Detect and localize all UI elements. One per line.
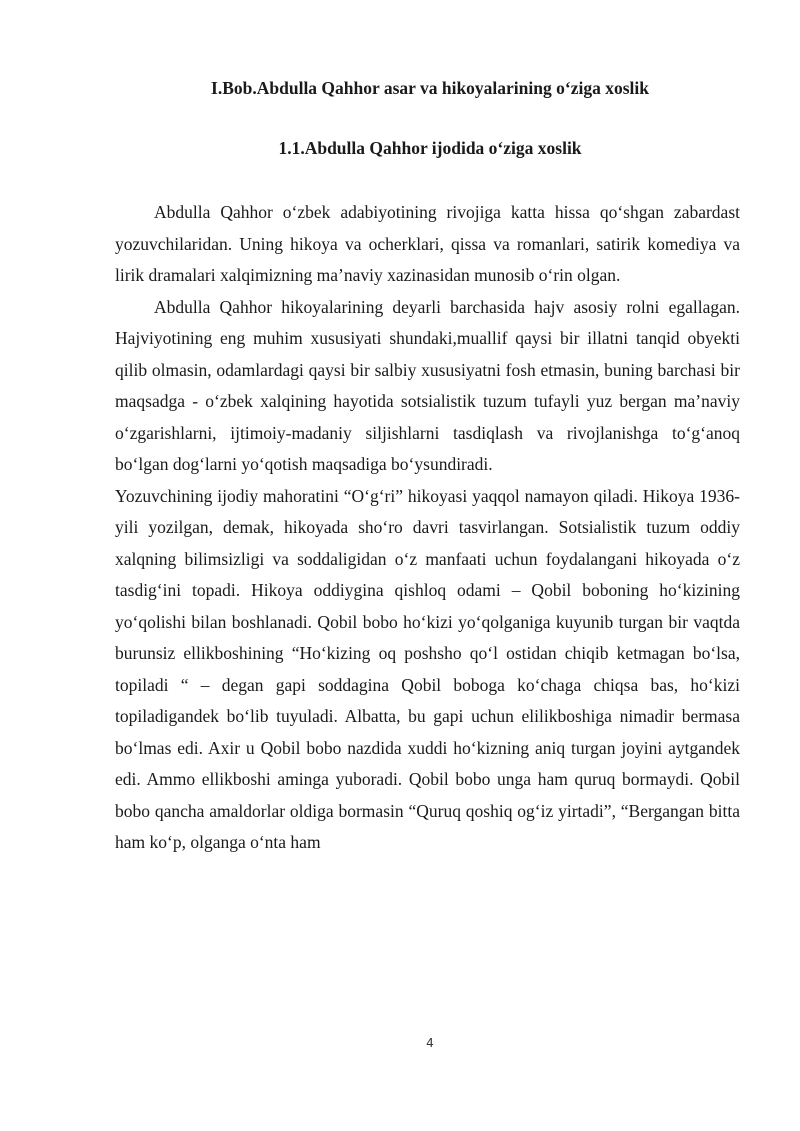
paragraph: Abdulla Qahhor o‘zbek adabiyotining rivojiga katta hissa qo‘shgan zabardast yozuvchilaridan. Uning hikoya va ocherklari, qissa va romanlari, satirik komediya va lirik dramalari xalqimizning ma’naviy xazinasidan munosib o‘rin olgan. bbox=[115, 202, 740, 285]
body-text bbox=[115, 197, 740, 859]
paragraph: Abdulla Qahhor hikoyalarining deyarli barchasida hajv asosiy rolni egallagan. Hajviyotining eng muhim xususiyati shundaki,muallif qaysi bir illatni tanqid obyekti qilib olmasin, odamlardagi qaysi bir salbiy xususiyatni fosh etmasin, buning barchasi bir maqsadga - o‘zbek xalqining hayotida sotsialistik tuzum tufayli yuz bergan ma’naviy o‘zgarishlarni, ijtimoiy-madaniy siljishlarni tasdiqlash va rivojlanishga to‘g‘anoq bo‘lgan dog‘larni yo‘qotish maqsadiga bo‘ysundiradi. bbox=[115, 296, 740, 474]
section-title: 1.1.Abdulla Qahhor ijodida o‘ziga xoslik bbox=[278, 138, 582, 158]
page-number: 4 bbox=[426, 1036, 434, 1050]
chapter-title: I.Bob.Abdulla Qahhor asar va hikoyalarining o‘ziga xoslik bbox=[211, 78, 649, 98]
paragraph: Yozuvchining ijodiy mahoratini “O‘g‘ri” hikoyasi yaqqol namayon qiladi. Hikoya 1936-yili yozilgan, demak, hikoyada sho‘ro davri tasvirlangan. Sotsialistik tuzum oddiy xalqning bilimsizligi va soddaligidan o‘z manfaati uchun foydalangani hikoyada o‘z tasdig‘ini topadi. Hikoya oddiygina qishloq odami – Qobil boboning ho‘kizining yo‘qolishi bilan boshlanadi. Qobil bobo ho‘kizi yo‘qolganiga kuyunib turgan bir vaqtda burunsiz ellikboshining “Ho‘kizing oq poshsho qo‘l ostidan chiqib ketmagan bo‘lsa, topiladi “ – degan gapi soddagina Qobil boboga ko‘chaga chiqsa bas, ho‘kizi topiladigandek bo‘lib tuyuladi. Albatta, bu gapi uchun elilikboshiga nimadir bermasa bo‘lmas edi. Axir u Qobil bobo nazdida xuddi ho‘kizning aniq turgan joyini aytgandek edi. Ammo ellikboshi aminga yuboradi. Qobil bobo unga ham quruq bormaydi. Qobil bobo qancha amaldorlar oldiga bormasin “Quruq qoshiq og‘iz yirtadi”, “Bergangan bitta ham ko‘p, olganga o‘nta ham bbox=[115, 485, 740, 852]
